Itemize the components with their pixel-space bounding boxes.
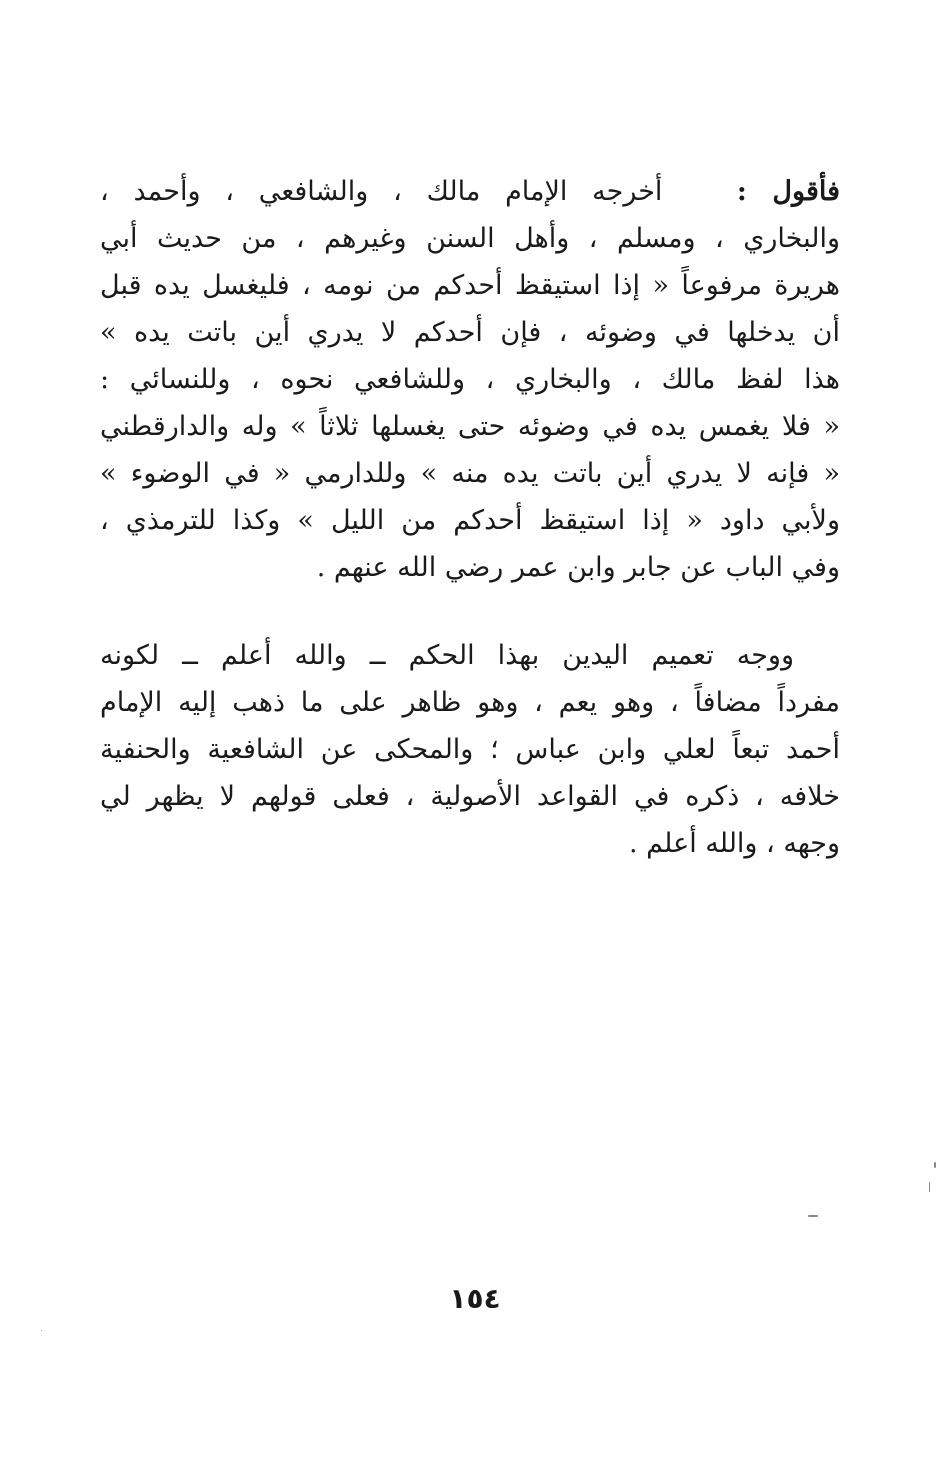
paragraph-1-line-3: هريرة مرفوعاً « إذا استيقظ أحدكم من نومه ، فليغسل يده قبل xyxy=(100,270,840,301)
paragraph-2-line-5: وجهه ، والله أعلم . xyxy=(629,828,840,859)
scan-speck xyxy=(808,1215,818,1217)
paragraph-1-line-7: « فإنه لا يدري أين باتت يده منه » وللدارمي « في الوضوء » xyxy=(100,458,840,489)
paragraph-1-line-8: ولأبي داود « إذا استيقظ أحدكم من الليل » وكذا للترمذي ، xyxy=(100,505,840,536)
paragraph-2 xyxy=(100,632,840,867)
paragraph-1-line-1 xyxy=(100,168,840,215)
paragraph-1-line-6: « فلا يغمس يده في وضوئه حتى يغسلها ثلاثاً » وله والدارقطني xyxy=(100,411,840,442)
paragraph-1-line-2: والبخاري ، ومسلم ، وأهل السنن وغيرهم ، من حديث أبي xyxy=(100,223,840,254)
paragraph-2-line-4: خلافه ، ذكره في القواعد الأصولية ، فعلى قولهم لا يظهر لي xyxy=(100,781,840,812)
lead-word: فأقول : xyxy=(736,176,840,207)
paragraph-1-line-5: هذا لفظ مالك ، والبخاري ، وللشافعي نحوه ، وللنسائي : xyxy=(100,364,840,395)
scan-speck xyxy=(929,1182,930,1192)
page-number: ١٥٤ xyxy=(449,1282,501,1315)
paragraph-2-line-2: مفرداً مضافاً ، وهو يعم ، وهو ظاهر على ما ذهب إليه الإمام xyxy=(100,687,840,718)
paragraph-2-line-1: ووجه تعميم اليدين بهذا الحكم ــ والله أعلم ــ لكونه xyxy=(100,640,794,671)
scan-speck xyxy=(934,1162,936,1168)
paragraph-1 xyxy=(100,168,840,591)
paragraph-1-line-4: أن يدخلها في وضوئه ، فإن أحدكم لا يدري أين باتت يده » xyxy=(100,317,840,348)
paragraph-1-line-9: وفي الباب عن جابر وابن عمر رضي الله عنهم . xyxy=(316,552,840,583)
scan-speck xyxy=(41,1330,42,1331)
paragraph-1-line-1-text: أخرجه الإمام مالك ، والشافعي ، وأحمد ، xyxy=(100,176,663,207)
paragraph-2-line-3: أحمد تبعاً لعلي وابن عباس ؛ والمحكى عن الشافعية والحنفية xyxy=(100,734,841,765)
